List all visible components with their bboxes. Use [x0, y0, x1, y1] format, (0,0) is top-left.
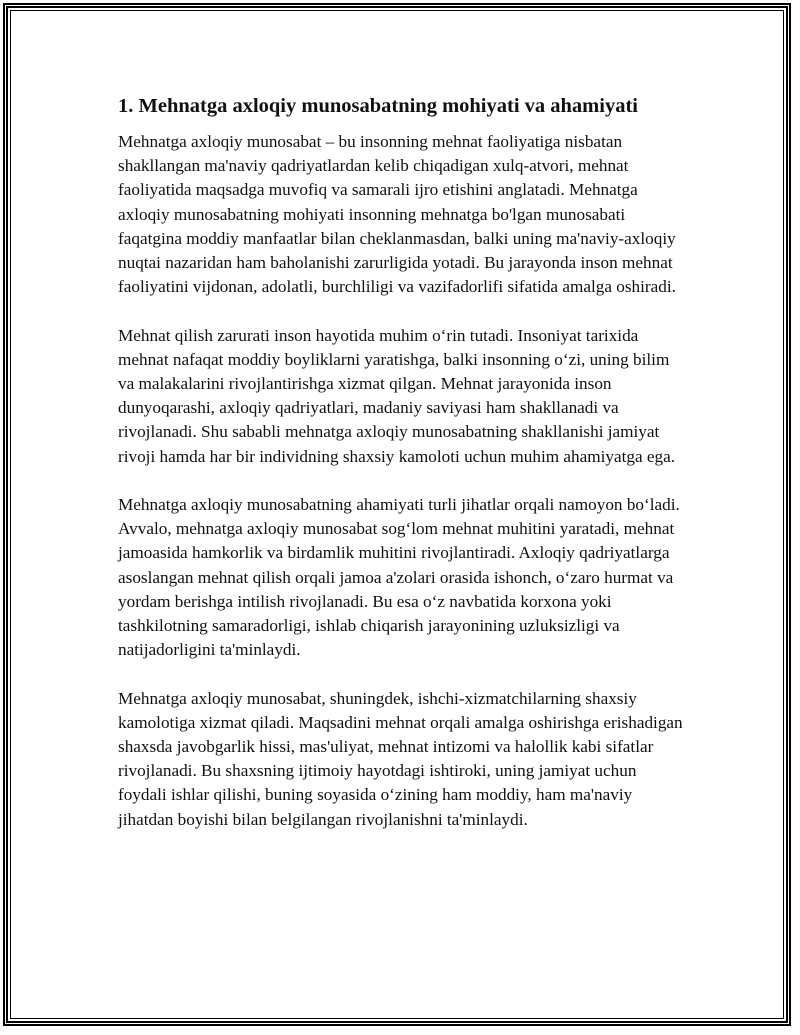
- paragraph: Mehnatga axloqiy munosabat – bu insonning mehnat faoliyatiga nisbatan shakllangan ma'naviy qadriyatlardan kelib chiqadigan xulq-atvori, mehnat faoliyatida maqsadga muvofiq va samarali ijro etishini anglatadi. Mehnatga axloqiy munosabatning mohiyati insonning mehnatga bo'lgan munosabati faqatgina moddiy manfaatlar bilan cheklanmasdan, balki uning ma'naviy-axloqiy nuqtai nazaridan ham baholanishi zarurligida yotadi. Bu jarayonda inson mehnat faoliyatini vijdonan, adolatli, burchliligi va vazifadorlifi sifatida amalga oshiradi.: [118, 132, 676, 297]
- paragraph: Mehnatga axloqiy munosabatning ahamiyati turli jihatlar orqali namoyon bo‘ladi. Avvalo, mehnatga axloqiy munosabat sog‘lom mehnat muhitini yaratadi, mehnat jamoasida hamkorlik va birdamlik muhitini rivojlantiradi. Axloqiy qadriyatlarga asoslangan mehnat qilish orqali jamoa a'zolari orasida ishonch, o‘zaro hurmat va yordam berishga intilish rivojlanadi. Bu esa o‘z navbatida korxona yoki tashkilotning samaradorligi, ishlab chiqarish jarayonining uzluksizligi va natijadorligini ta'minlaydi.: [118, 495, 680, 660]
- document-body: [118, 92, 688, 856]
- paragraph: Mehnat qilish zarurati inson hayotida muhim o‘rin tutadi. Insoniyat tarixida mehnat nafaqat moddiy boyliklarni yaratishga, balki insonning o‘zi, uning bilim va malakalarini rivojlantirishga xizmat qilgan. Mehnat jarayonida inson dunyoqarashi, axloqiy qadriyatlari, madaniy saviyasi ham shakllanadi va rivojlanadi. Shu sababli mehnatga axloqiy munosabatning shakllanishi jamiyat rivoji hamda har bir individning shaxsiy kamoloti uchun muhim ahamiyatga ega.: [118, 325, 676, 466]
- section-heading: 1. Mehnatga axloqiy munosabatning mohiyati va ahamiyati: [118, 95, 638, 117]
- paragraph: Mehnatga axloqiy munosabat, shuningdek, ishchi-xizmatchilarning shaxsiy kamolotiga xizmat qiladi. Maqsadini mehnat orqali amalga oshirishga erishadigan shaxsda javobgarlik hissi, mas'uliyat, mehnat intizomi va halollik kabi sifatlar rivojlanadi. Bu shaxsning ijtimoiy hayotdagi ishtiroki, uning jamiyat uchun foydali ishlar qilishi, buning soyasida o‘zining ham moddiy, ham ma'naviy jihatdan boyishi bilan belgilangan rivojlanishni ta'minlaydi.: [118, 688, 683, 829]
